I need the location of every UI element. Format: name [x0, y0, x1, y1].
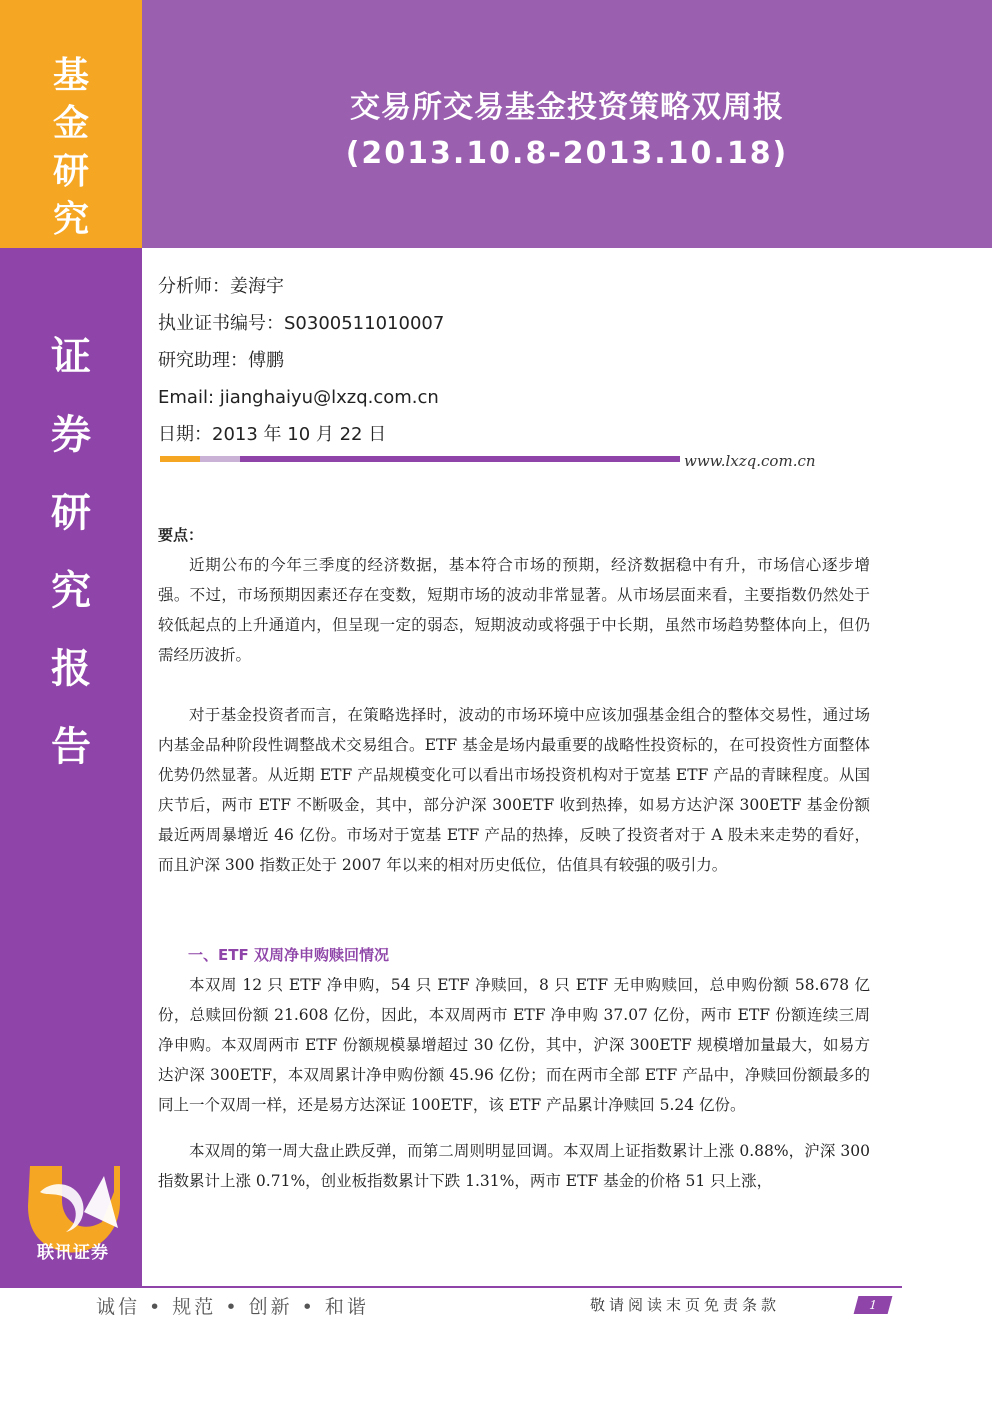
sidebar-top-title [0, 52, 142, 244]
sidebar-top-char: 究 [52, 199, 89, 240]
sidebar-bottom-title [0, 318, 142, 786]
sidebar-bottom-char: 券 [51, 412, 91, 458]
footer-divider [90, 1286, 902, 1288]
sidebar-top-block [0, 0, 142, 248]
report-header [142, 0, 992, 248]
email-address[interactable]: Email: jianghaiyu@lxzq.com.cn [158, 387, 439, 408]
footer-disclaimer: 敬请阅读末页免责条款 [590, 1296, 781, 1314]
sidebar-bottom-char: 研 [51, 490, 91, 536]
research-assistant: 研究助理：傅鹏 [158, 350, 284, 371]
body-paragraph: 本双周 12 只 ETF 净申购，54 只 ETF 净赎回，8 只 ETF 无申购赎回，总申购份额 58.678 亿份，总赎回份额 21.608 亿份，因此，本双周两市 ETF 净申购 37.07 亿份，两市 ETF 份额连续三周净申购。本双周两市 ETF 份额规模暴增超过 30 亿份，其中，沪深 300ETF 规模增加量最大，如易方达沪深 300ETF，本双周累计净申购份额 45.96 亿份；而在两市全部 ETF 产品中，净赎回份额最多的同上一个双周一样，还是易方达深证 100ETF，该 ETF 产品累计净赎回 5.24 亿份。 [158, 976, 870, 1114]
key-points-label: 要点： [158, 526, 204, 544]
report-title: 交易所交易基金投资策略双周报 [350, 90, 784, 125]
sidebar-top-char: 研 [52, 151, 89, 192]
company-logo [22, 1162, 122, 1282]
footer-motto: 诚信 • 规范 • 创新 • 和谐 [96, 1296, 369, 1318]
sidebar-bottom-block [0, 248, 142, 1288]
sidebar-top-char: 金 [52, 103, 89, 144]
divider-orange-segment [160, 456, 200, 462]
report-body [158, 520, 870, 1196]
sidebar-top-char: 基 [52, 55, 89, 96]
sidebar-bottom-char: 究 [51, 568, 91, 614]
author-info [158, 272, 444, 457]
report-date: 日期：2013 年 10 月 22 日 [158, 424, 387, 445]
page-number: 1 [854, 1296, 893, 1314]
section-heading: 一、ETF 双周净申购赎回情况 [188, 946, 389, 964]
divider-light-segment [200, 456, 240, 462]
analyst-name: 分析师：姜海宇 [158, 276, 284, 297]
sidebar-bottom-char: 报 [51, 646, 91, 692]
body-paragraph: 近期公布的今年三季度的经济数据，基本符合市场的预期，经济数据稳中有升，市场信心逐步增强。不过，市场预期因素还存在变数，短期市场的波动非常显著。从市场层面来看，主要指数仍然处于较低起点的上升通道内，但呈现一定的弱态，短期波动或将强于中长期，虽然市场趋势整体向上，但仍需经历波折。 [158, 556, 870, 664]
divider-purple-segment [240, 456, 680, 462]
sidebar-bottom-char: 告 [51, 724, 91, 770]
company-logo-text: 联讯证券 [37, 1243, 109, 1263]
report-period: (2013.10.8-2013.10.18) [345, 136, 789, 171]
body-paragraph: 对于基金投资者而言，在策略选择时，波动的市场环境中应该加强基金组合的整体交易性，通过场内基金品种阶段性调整战术交易组合。ETF 基金是场内最重要的战略性投资标的，在可投资性方面整体优势仍然显著。从近期 ETF 产品规模变化可以看出市场投资机构对于宽基 ETF 产品的青睐程度。从国庆节后，两市 ETF 不断吸金，其中，部分沪深 300ETF 收到热捧，如易方达沪深 300ETF 基金份额最近两周暴增近 46 亿份。市场对于宽基 ETF 产品的热捧，反映了投资者对于 A 股未来走势的看好，而且沪深 300 指数正处于 2007 年以来的相对历史低位，估值具有较强的吸引力。 [158, 706, 870, 874]
sidebar-bottom-char: 证 [51, 334, 91, 380]
body-paragraph: 本双周的第一周大盘止跌反弹，而第二周则明显回调。本双周上证指数累计上涨 0.88%，沪深 300 指数累计上涨 0.71%，创业板指数累计下跌 1.31%，两市 ETF 基金的价格 51 只上涨， [158, 1142, 870, 1190]
website-link[interactable]: www.lxzq.com.cn [684, 452, 816, 470]
header-divider [160, 456, 680, 462]
license-number: 执业证书编号：S0300511010007 [158, 313, 445, 334]
